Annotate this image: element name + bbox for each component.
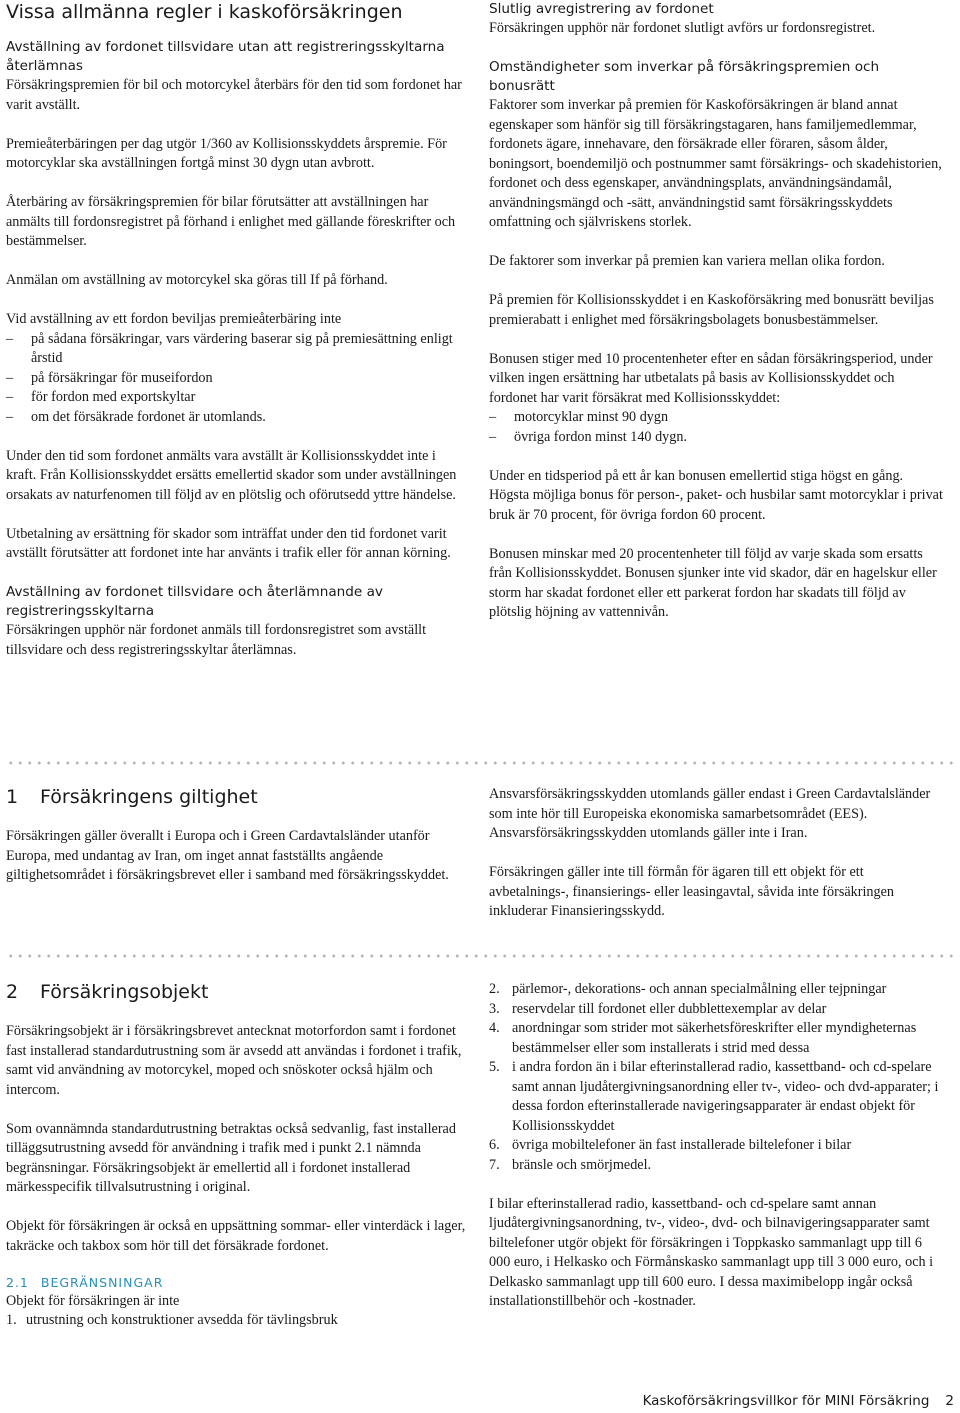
list-item: – motorcyklar minst 90 dygn xyxy=(489,408,944,428)
exception-list xyxy=(6,330,468,428)
paragraph-intro: Vid avställning av ett fordon beviljas premieåterbäring inte xyxy=(6,311,342,327)
list-text: reservdelar till fordonet eller dubblettexemplar av delar xyxy=(512,1000,827,1017)
heading-temporary-deregistration: Avställning av fordonet tillsvidare utan att registreringsskyltarna återlämnas xyxy=(6,39,445,74)
exclusion-list-part1 xyxy=(6,1311,468,1331)
list-number: 3. xyxy=(489,1000,500,1017)
page-number: 2 xyxy=(945,1393,954,1409)
paragraph: Återbäring av försäkringspremien för bilar förutsätter att avställningen har anmälts till fordonsregistret på förhand i enlighet med gällande föreskrifter och bestämmelser. xyxy=(6,194,456,249)
paragraph: Objekt för försäkringen är också en uppsättning sommar- eller vinterdäck i lager, takräcke och takbox som hör till det försäkrade fordonet. xyxy=(6,1218,466,1254)
dotted-divider xyxy=(6,761,956,765)
list-item: – för fordon med exportskyltar xyxy=(6,388,468,408)
list-number: 2. xyxy=(489,981,500,997)
paragraph: De faktorer som inverkar på premien kan variera mellan olika fordon. xyxy=(489,253,885,269)
list-number: 7. xyxy=(489,1156,500,1173)
list-text: bränsle och smörjmedel. xyxy=(512,1156,652,1173)
list-item: – övriga fordon minst 140 dygn. xyxy=(489,428,944,448)
paragraph: Anmälan om avställning av motorcykel ska göras till If på förhand. xyxy=(6,272,388,288)
dotted-divider xyxy=(6,954,956,958)
list-text: övriga mobiltelefoner än fast installerade biltelefoner i bilar xyxy=(512,1137,852,1153)
list-text: anordningar som strider mot säkerhetsföreskrifter eller myndigheternas bestämmelser eller som installerats i strid med dessa xyxy=(512,1020,917,1056)
paragraph: Försäkringen upphör när fordonet anmäls till fordonsregistret som avställt tillsvidare och dess registreringsskyltar återlämnas. xyxy=(6,622,427,658)
paragraph: Utbetalning av ersättning för skador som inträffat under den tid fordonet varit avställt förutsätter att fordonet inte har använts i trafik eller för annan körning. xyxy=(6,525,451,561)
list-text: pärlemor-, dekorations- och annan specialmålning eller tejpningar xyxy=(512,981,887,997)
paragraph-intro: Objekt för försäkringen är inte xyxy=(6,1292,180,1309)
section-number: 1 xyxy=(6,786,19,808)
exclusion-list-part2 xyxy=(489,980,944,1175)
section-heading xyxy=(6,980,468,1004)
paragraph: Försäkringen gäller inte till förmån för ägaren till ett objekt för ett avbetalnings-, finansierings- eller leasingavtal, såvida inte försäkringen inkluderar Finansieringsskydd. xyxy=(489,864,894,919)
paragraph: Försäkringspremien för bil och motorcykel återbärs för den tid som fordonet har varit avställt. xyxy=(6,77,462,113)
heading-premium-factors: Omständigheter som inverkar på försäkringspremien och bonusrätt xyxy=(489,59,880,94)
list-item xyxy=(489,1156,944,1176)
page-footer xyxy=(643,1393,954,1410)
paragraph: Under den tid som fordonet anmälts vara avställt är Kollisionsskyddet inte i kraft. Från Kollisionsskyddet ersätts emellertid skador som under avställningen orsakats av naturfenomen till följd av en plötslig och oförutsedd yttre händelse. xyxy=(6,447,457,503)
paragraph: Premieåterbäringen per dag utgör 1/360 av Kollisionsskyddets årspremie. För motorcyklar ska avställningen fortgå minst 30 dygn utan avbrott. xyxy=(6,135,447,171)
paragraph: Som ovannämnda standardutrustning betraktas också sedvanlig, fast installerad tilläggsutrustning avsedd för användning i trafik med i punkt 2.1 nämnda begränsningar. Försäkringsobjekt är emellertid all i fordonet installerad märkesspecifik tillvalsutrustning i original. xyxy=(6,1120,456,1195)
section-number: 2 xyxy=(6,981,19,1003)
list-item xyxy=(489,1136,944,1156)
paragraph: I bilar efterinstallerad radio, kassettband- och cd-spelare samt annan ljudåtergivningsanordning, tv-, video-, dvd- och bilnavigeringsapparater samt biltelefoner utgör objekt för försäkringen i Toppkasko sammanlagt upp till 6 000 euro, i Helkasko och Förmånskasko sammanlagt upp till 3 000 euro, och i Delkasko sammanlagt upp till 600 euro. I dessa maximibelopp ingår också installationstillbehör och -kostnader. xyxy=(489,1195,934,1309)
list-item xyxy=(489,1019,944,1058)
list-item xyxy=(489,1058,944,1136)
paragraph: Ansvarsförsäkringsskydden utomlands gäller endast i Green Cardavtalsländer som inte hör till Europeiska ekonomiska samarbetsområdet (EES). Ansvarsförsäkringsskydden utomlands gäller inte i Iran. xyxy=(489,786,931,841)
paragraph: Faktorer som inverkar på premien för Kaskoförsäkringen är bland annat egenskaper som hänför sig till försäkringstagaren, hans familjemedlemmar, fordonets ägare, innehavare, den försäkrade eller föraren, såsom ålder, boningsort, boendemiljö och postnummer samt försäkrings- och skadehistorien, fordonet och dess egenskaper, användningsplats, användningsändamål, användningsmängd och -sätt, användningstid samt försäkringsskyddets omfattning och självriskens storlek. xyxy=(489,97,942,230)
list-number: 5. xyxy=(489,1059,500,1075)
list-item xyxy=(489,1000,944,1020)
list-item xyxy=(489,980,944,1000)
paragraph: Under en tidsperiod på ett år kan bonusen emellertid stiga högst en gång. Högsta möjliga bonus för person-, paket- och husbilar samt motorcyklar i privat bruk är 70 procent, för övriga fordon 60 procent. xyxy=(489,467,943,523)
subsection-number: 2.1 xyxy=(6,1274,29,1290)
list-item: – på sådana försäkringar, vars värdering baserar sig på premiesättning enligt årstid xyxy=(6,330,468,369)
list-text: utrustning och konstruktioner avsedda för tävlingsbruk xyxy=(26,1312,338,1328)
section-title: Försäkringsobjekt xyxy=(40,981,209,1003)
list-number: 1. xyxy=(6,1312,17,1328)
paragraph: Försäkringen gäller överallt i Europa och i Green Cardavtalsländer utanför Europa, med undantag av Iran, om inget annat fastställts angående giltighetsområdet i försäkringsbrevet eller i samband med försäkringsskyddet. xyxy=(6,828,449,883)
page-title: Vissa allmänna regler i kaskoförsäkringen xyxy=(6,1,403,23)
heading-deregistration-plates-returned: Avställning av fordonet tillsvidare och återlämnande av registreringsskyltarna xyxy=(6,584,383,619)
list-item xyxy=(6,1311,468,1331)
section-title: Försäkringens giltighet xyxy=(40,786,258,808)
heading-final-deregistration: Slutlig avregistrering av fordonet xyxy=(489,1,714,17)
list-number: 6. xyxy=(489,1137,500,1153)
list-number: 4. xyxy=(489,1020,500,1036)
paragraph: Bonusen minskar med 20 procentenheter till följd av varje skada som ersatts från Kollisionsskyddet. Bonusen sjunker inte vid skador, där en hagelskur eller storm har skadat fordonet eller ett parkerat fordon har skadats till följd av plötslig höjning av vattennivån. xyxy=(489,545,937,620)
section-1-right xyxy=(489,785,944,941)
subsection-title: BEGRÄNSNINGAR xyxy=(40,1274,164,1290)
paragraph: Försäkringsobjekt är i försäkringsbrevet antecknat motorfordon samt i fordonet fast installerad standardutrustning som är avsedd att användas i fordonet i trafik, samt vid användning av motorcykel, moped och snöskoter också hjälm och intercom. xyxy=(6,1023,462,1098)
list-text: i andra fordon än i bilar efterinstallerad radio, kassettband- och cd-spelare samt annan ljudåtergivningsanordning eller tv-, video- och dvd-apparater; i dessa fordon efterinstallerade navigeringsapparater är endast objekt för Kollisionsskyddet xyxy=(512,1059,939,1134)
paragraph: Försäkringen upphör när fordonet slutligt avförs ur fordonsregistret. xyxy=(489,20,876,36)
list-item: – om det försäkrade fordonet är utomlands. xyxy=(6,408,468,428)
list-item: – på försäkringar för museifordon xyxy=(6,369,468,389)
top-left-column xyxy=(6,0,468,680)
paragraph-intro: Bonusen stiger med 10 procentenheter efter en sådan försäkringsperiod, under vilken ingen ersättning har utbetalats på basis av Kollisionsskyddet och fordonet har varit försäkrat med Kollisionsskyddet: xyxy=(489,350,933,406)
footer-title: Kaskoförsäkringsvillkor för MINI Försäkring xyxy=(642,1393,930,1409)
section-heading xyxy=(6,785,468,809)
section-2-left xyxy=(6,980,468,1331)
paragraph: På premien för Kollisionsskyddet i en Kaskoförsäkring med bonusrätt beviljas premierabatt i enlighet med försäkringsbolagets bonusbestämmelser. xyxy=(489,292,934,328)
section-1-left xyxy=(6,785,468,905)
bonus-list xyxy=(489,408,944,447)
subsection-heading xyxy=(6,1274,468,1292)
top-right-column xyxy=(489,0,944,642)
section-2-right xyxy=(489,980,944,1331)
